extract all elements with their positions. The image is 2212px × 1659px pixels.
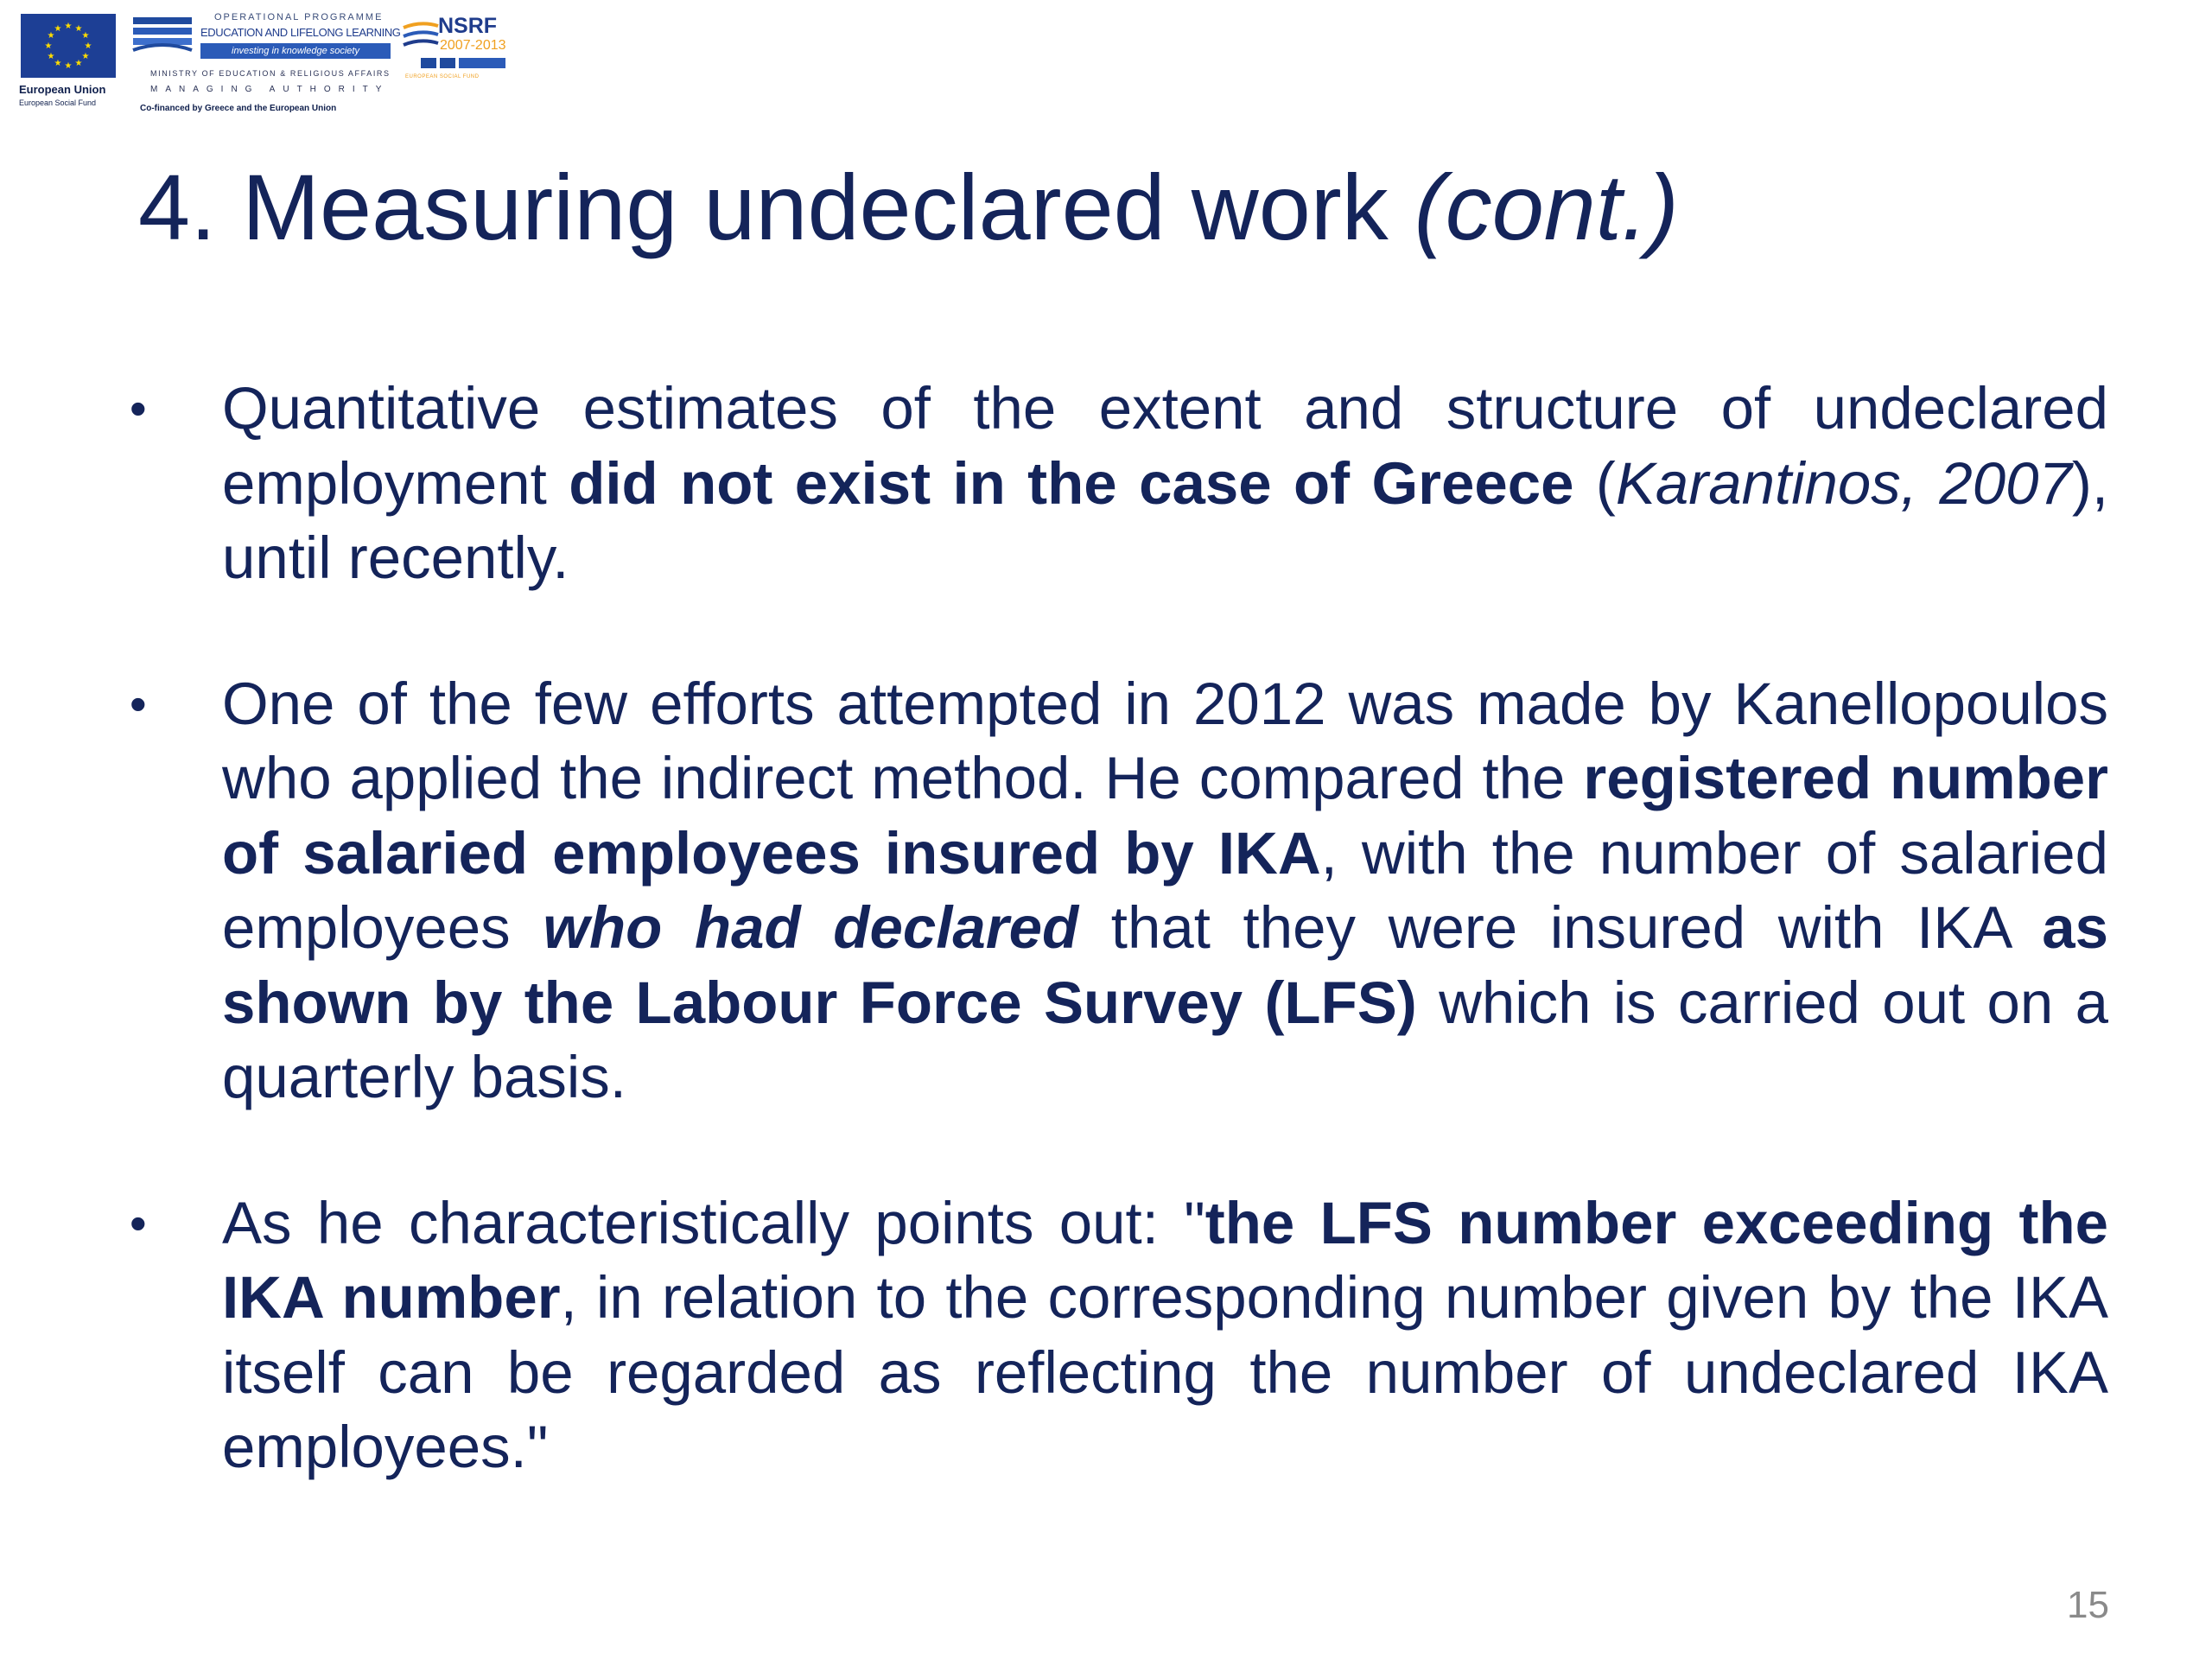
svg-text:★: ★ bbox=[64, 22, 73, 31]
slide-title-suffix: (cont.) bbox=[1414, 155, 1679, 259]
ops-tagline: investing in knowledge society bbox=[200, 43, 391, 59]
svg-text:★: ★ bbox=[74, 24, 83, 34]
bullet-2-text-2: , with the number of salaried employees bbox=[222, 819, 2109, 961]
svg-text:★: ★ bbox=[74, 59, 83, 68]
bullet-1-text-2: ( bbox=[1573, 449, 1616, 517]
bullet-3-text-1: As he characteristically points out: " bbox=[222, 1189, 1205, 1256]
bullet-icon: • bbox=[130, 676, 147, 731]
bullet-2-emphasis-2: who had declared bbox=[543, 894, 1079, 961]
operational-programme-logo bbox=[128, 9, 401, 119]
svg-text:★: ★ bbox=[47, 31, 55, 41]
eu-logo bbox=[16, 9, 124, 119]
nsrf-years: 2007-2013 bbox=[440, 38, 506, 53]
bullet-icon: • bbox=[130, 1195, 147, 1250]
nsrf-subtitle: EUROPEAN SOCIAL FUND bbox=[405, 74, 480, 79]
bullet-1-text-3: ), until recently. bbox=[222, 449, 2109, 591]
bullet-item-1 bbox=[130, 372, 2108, 596]
bullet-1-text-1: Quantitative estimates of the extent and structure of undeclared employment bbox=[222, 375, 2108, 517]
book-stack-icon bbox=[131, 14, 194, 55]
bullet-2-text-3: that they were insured with IKA bbox=[1078, 894, 2043, 961]
bullet-2-emphasis-3: as shown by the Labour Force Survey (LFS) bbox=[222, 894, 2108, 1036]
bullet-2-text-4: which is carried out on a quarterly basis. bbox=[222, 969, 2109, 1110]
page-number: 15 bbox=[2067, 1584, 2109, 1626]
bullet-icon: • bbox=[130, 381, 147, 435]
svg-text:★: ★ bbox=[81, 31, 90, 41]
nsrf-logo bbox=[400, 9, 512, 95]
svg-text:★: ★ bbox=[64, 61, 73, 71]
eu-label: European Union bbox=[19, 83, 106, 96]
bullet-3-text-2: , in relation to the corresponding number given by the IKA itself can be regarded as reflecting the number of undeclared IKA employees." bbox=[222, 1264, 2109, 1480]
nsrf-badges-icon bbox=[421, 57, 507, 69]
bullet-1-emphasis: did not exist in the case of Greece bbox=[569, 449, 1574, 517]
slide-title-text: 4. Measuring undeclared work bbox=[138, 155, 1414, 259]
nsrf-swoosh-icon bbox=[402, 19, 440, 54]
bullet-1-citation: Karantinos, 2007 bbox=[1615, 449, 2072, 517]
cofinanced-label: Co-financed by Greece and the European Union bbox=[140, 104, 337, 113]
svg-text:★: ★ bbox=[54, 24, 62, 34]
bullet-list bbox=[130, 372, 2108, 1485]
bullet-2-text-1: One of the few efforts attempted in 2012 was made by Kanellopoulos who applied the indirect method. He compared the bbox=[222, 670, 2108, 811]
svg-text:★: ★ bbox=[54, 59, 62, 68]
managing-authority-label: MANAGING AUTHORITY bbox=[150, 85, 390, 94]
bullet-2-emphasis-1: registered number of salaried employees insured by IKA bbox=[222, 745, 2108, 887]
bullet-item-3 bbox=[130, 1186, 2108, 1485]
svg-text:★: ★ bbox=[47, 52, 55, 61]
ops-education-label: EDUCATION AND LIFELONG LEARNING bbox=[200, 26, 401, 39]
svg-text:★: ★ bbox=[81, 52, 90, 61]
svg-text:★: ★ bbox=[84, 41, 92, 51]
eu-flag-icon bbox=[21, 14, 116, 78]
bullet-3-emphasis: the LFS number exceeding the IKA number bbox=[222, 1189, 2108, 1331]
esf-label: European Social Fund bbox=[19, 99, 97, 107]
bullet-item-2 bbox=[130, 667, 2108, 1116]
svg-text:★: ★ bbox=[44, 41, 53, 51]
ops-programme-label: OPERATIONAL PROGRAMME bbox=[214, 12, 384, 22]
nsrf-title: NSRF bbox=[438, 14, 498, 38]
ministry-label: MINISTRY OF EDUCATION & RELIGIOUS AFFAIRS bbox=[150, 69, 391, 78]
slide-title bbox=[138, 151, 1679, 264]
header-logos bbox=[16, 9, 512, 119]
